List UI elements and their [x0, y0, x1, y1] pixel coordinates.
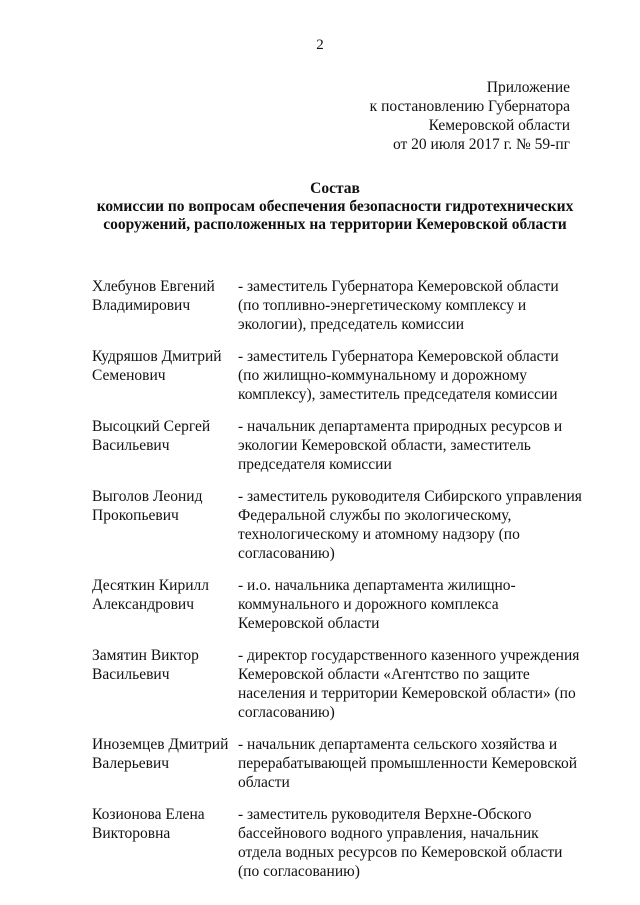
appendix-block [370, 78, 570, 154]
member-role [238, 805, 592, 881]
member-name-line: Хлебунов Евгений [92, 278, 215, 295]
member-name-line: Васильевич [92, 437, 170, 454]
member-role-line: председателя комиссии [238, 456, 392, 473]
member-role-line: (по жилищно-коммунальному и дорожному [238, 367, 528, 384]
member-role-line: области [238, 774, 290, 791]
member-role-line: бассейнового водного управления, начальник [238, 825, 539, 842]
member-role-line: - начальник департамента природных ресурсов и [238, 418, 563, 435]
member-name-line: Викторовна [92, 825, 171, 842]
title-heading: Состав [310, 180, 360, 197]
member-role-line: - и.о. начальника департамента жилищно- [238, 577, 516, 594]
member-role-line: населения и территории Кемеровской области» (по [238, 685, 576, 702]
member-role-line: перерабатывающей промышленности Кемеровской [238, 755, 578, 772]
member-role [238, 487, 592, 563]
member-role [238, 576, 592, 633]
member-name-line: Васильевич [92, 666, 170, 683]
member-list [92, 277, 592, 894]
member-name-line: Семенович [92, 367, 166, 384]
member-role [238, 646, 592, 722]
appendix-line: Приложение [486, 79, 570, 96]
appendix-line: Кемеровской области [428, 117, 570, 134]
member-name [92, 576, 238, 614]
member-name [92, 347, 238, 385]
list-item [92, 487, 592, 563]
list-item [92, 805, 592, 881]
member-role-line: согласованию) [238, 545, 335, 562]
member-role-line: - заместитель руководителя Верхне-Обского [238, 806, 532, 823]
list-item [92, 735, 592, 792]
member-name-line: Владимирович [92, 297, 191, 314]
member-role-line: технологическому и атомному надзору (по [238, 526, 520, 543]
title-line: комиссии по вопросам обеспечения безопасности гидротехнических [96, 198, 574, 215]
member-name-line: Александрович [92, 596, 194, 613]
member-role-line: комплексу), заместитель председателя комиссии [238, 386, 558, 403]
member-role-line: (по топливно-энергетическому комплексу и [238, 297, 527, 314]
member-role-line: - заместитель Губернатора Кемеровской области [238, 278, 559, 295]
member-name [92, 277, 238, 315]
member-role-line: отдела водных ресурсов по Кемеровской области [238, 844, 563, 861]
list-item [92, 576, 592, 633]
member-role-line: (по согласованию) [238, 863, 360, 880]
list-item [92, 347, 592, 404]
list-item [92, 277, 592, 334]
member-role-line: - директор государственного казенного учреждения [238, 647, 580, 664]
member-role-line: согласованию) [238, 704, 335, 721]
member-role [238, 735, 592, 792]
member-role [238, 347, 592, 404]
member-role [238, 277, 592, 334]
member-role [238, 417, 592, 474]
member-name-line: Кудряшов Дмитрий [92, 348, 222, 365]
member-role-line: экологии Кемеровской области, заместитель [238, 437, 531, 454]
member-name-line: Прокопьевич [92, 507, 179, 524]
title-line: сооружений, расположенных на территории Кемеровской области [103, 216, 567, 233]
member-name-line: Козионова Елена [92, 806, 205, 823]
member-name-line: Высоцкий Сергей [92, 418, 211, 435]
member-name [92, 646, 238, 684]
member-name-line: Иноземцев Дмитрий [92, 736, 229, 753]
member-role-line: - заместитель Губернатора Кемеровской области [238, 348, 559, 365]
member-role-line: коммунального и дорожного комплекса [238, 596, 499, 613]
member-name-line: Валерьевич [92, 755, 170, 772]
member-role-line: экологии), председатель комиссии [238, 316, 464, 333]
member-name-line: Замятин Виктор [92, 647, 199, 664]
member-role-line: Кемеровской области [238, 615, 380, 632]
member-name [92, 735, 238, 773]
member-name [92, 417, 238, 455]
appendix-line: к постановлению Губернатора [369, 98, 570, 115]
member-role-line: - заместитель руководителя Сибирского управления [238, 488, 582, 505]
member-name-line: Выголов Леонид [92, 488, 203, 505]
list-item [92, 417, 592, 474]
member-role-line: Федеральной службы по экологическому, [238, 507, 512, 524]
member-role-line: - начальник департамента сельского хозяйства и [238, 736, 558, 753]
member-role-line: Кемеровской области «Агентство по защите [238, 666, 530, 683]
member-name [92, 805, 238, 843]
appendix-line: от 20 июля 2017 г. № 59-пг [392, 136, 570, 153]
member-name [92, 487, 238, 525]
document-title [0, 180, 640, 234]
list-item [92, 646, 592, 722]
member-name-line: Десяткин Кирилл [92, 577, 209, 594]
page-number: 2 [316, 37, 324, 53]
